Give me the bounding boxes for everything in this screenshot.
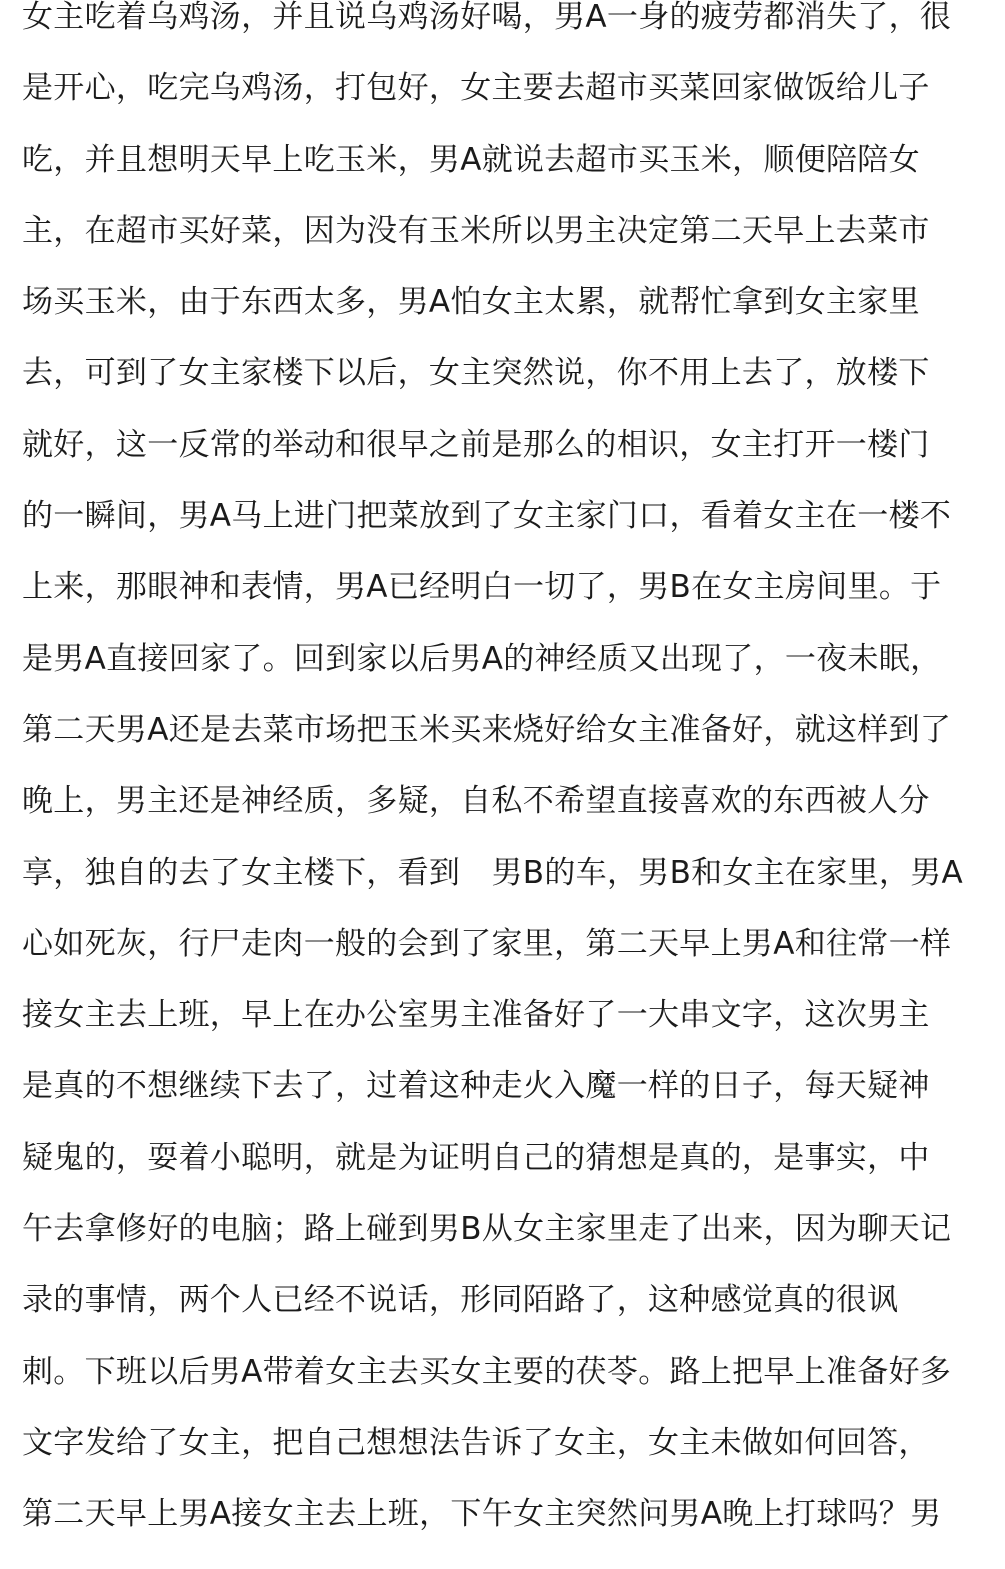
text-line: 场买玉米，由于东西太多，男A怕女主太累，就帮忙拿到女主家里	[22, 284, 920, 321]
text-line: 第二天男A还是去菜市场把玉米买来烧好给女主准备好，就这样到了	[22, 711, 952, 748]
text-line: 是开心，吃完乌鸡汤，打包好，女主要去超市买菜回家做饭给儿子	[22, 70, 930, 107]
text-line: 接女主去上班，早上在办公室男主准备好了一大串文字，这次男主	[22, 997, 930, 1034]
text-line: 晚上，男主还是神经质，多疑，自私不希望直接喜欢的东西被人分	[22, 783, 930, 820]
text-line: 是真的不想继续下去了，过着这种走火入魔一样的日子，每天疑神	[22, 1068, 930, 1105]
text-line: 文字发给了女主，把自己想想法告诉了女主，女主未做如何回答，	[22, 1424, 930, 1461]
text-line: 上来，那眼神和表情，男A已经明白一切了，男B在女主房间里。于	[22, 569, 942, 606]
text-line: 吃，并且想明天早上吃玉米，男A就说去超市买玉米，顺便陪陪女	[22, 141, 920, 178]
text-line: 女主吃着乌鸡汤，并且说乌鸡汤好喝，男A一身的疲劳都消失了，很	[22, 0, 952, 35]
story-text	[22, 0, 982, 1563]
text-line: 心如死灰，行尸走肉一般的会到了家里，第二天早上男A和往常一样	[22, 925, 952, 962]
text-line: 享，独自的去了女主楼下，看到 男B的车，男B和女主在家里，男A	[22, 854, 964, 891]
text-line: 第二天早上男A接女主去上班，下午女主突然问男A晚上打球吗？男	[22, 1496, 942, 1533]
text-line: 午去拿修好的电脑；路上碰到男B从女主家里走了出来，因为聊天记	[22, 1211, 952, 1248]
text-line: 录的事情，两个人已经不说话，形同陌路了，这种感觉真的很讽	[22, 1282, 899, 1319]
text-line: 刺。下班以后男A带着女主去买女主要的茯苓。路上把早上准备好多	[22, 1353, 952, 1390]
text-line: 主，在超市买好菜，因为没有玉米所以男主决定第二天早上去菜市	[22, 212, 930, 249]
text-line: 就好，这一反常的举动和很早之前是那么的相识，女主打开一楼门	[22, 426, 930, 463]
text-line: 是男A直接回家了。回到家以后男A的神经质又出现了，一夜未眠，	[22, 640, 942, 677]
text-line: 的一瞬间，男A马上进门把菜放到了女主家门口，看着女主在一楼不	[22, 498, 952, 535]
text-line: 去，可到了女主家楼下以后，女主突然说，你不用上去了，放楼下	[22, 355, 930, 392]
text-line: 疑鬼的，耍着小聪明，就是为证明自己的猜想是真的，是事实，中	[22, 1139, 930, 1176]
